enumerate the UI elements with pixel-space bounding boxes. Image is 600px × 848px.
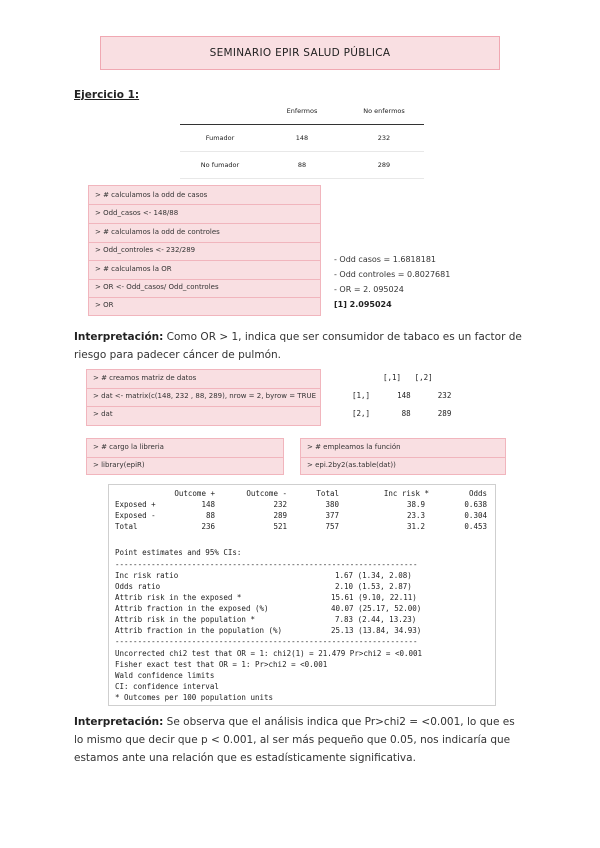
code-line: > OR <- Odd_casos/ Odd_controles <box>95 283 219 291</box>
table-row <box>180 152 424 179</box>
console-cell: 88 <box>205 511 215 520</box>
matrix-col-header: [,1] [,2] <box>383 373 433 382</box>
contingency-table <box>180 98 424 179</box>
table-cell: No fumador <box>180 152 260 179</box>
code-line: > # empleamos la función <box>307 443 401 451</box>
estimates-title: Point estimates and 95% CIs: <box>115 548 242 557</box>
result-odd-casos: - Odd casos = 1.6818181 <box>334 255 437 264</box>
console-cell: 521 <box>273 522 287 531</box>
console-dash-line: ------------------------------------------------------------------- <box>115 560 418 569</box>
table-header-cell <box>180 98 260 125</box>
table-header-cell: No enfermos <box>344 98 424 125</box>
code-divider <box>89 297 320 298</box>
code-divider <box>89 260 320 261</box>
console-footer-line: * Outcomes per 100 population units <box>115 693 274 702</box>
console-row-label: Exposed + <box>115 500 156 509</box>
matrix-row-1: [1,] 148 232 <box>352 391 452 400</box>
console-row-label: Exposed - <box>115 511 156 520</box>
code-divider <box>87 457 283 458</box>
interpretation-label: Interpretación: <box>74 331 164 343</box>
code-divider <box>89 279 320 280</box>
console-footer-line: CI: confidence interval <box>115 682 219 691</box>
console-cell: 38.9 <box>406 500 425 509</box>
estimate-value: 7.83 (2.44, 13.23) <box>335 615 417 624</box>
console-cell: 289 <box>273 511 287 520</box>
console-cell: 0.638 <box>464 500 487 509</box>
page-title: SEMINARIO EPIR SALUD PÚBLICA <box>209 47 391 59</box>
estimate-value: 2.10 (1.53, 2.87) <box>335 582 412 591</box>
console-cell: 0.453 <box>464 522 487 531</box>
console-dash-line: ------------------------------------------------------------------- <box>115 637 418 646</box>
result-or-console: [1] 2.095024 <box>334 300 392 309</box>
estimate-label: Attrib risk in the exposed * <box>115 593 242 602</box>
code-line: > Odd_controles <- 232/289 <box>95 246 196 254</box>
code-divider <box>87 388 320 389</box>
estimate-label: Odds ratio <box>115 582 161 591</box>
code-line: > Odd_casos <- 148/88 <box>95 209 179 217</box>
console-cell: 232 <box>273 500 287 509</box>
code-divider <box>301 457 505 458</box>
table-cell: Fumador <box>180 125 260 152</box>
console-footer-line: Wald confidence limits <box>115 671 215 680</box>
interpretation-2 <box>74 713 524 767</box>
code-block-odds <box>88 185 321 316</box>
code-line: > OR <box>95 301 114 309</box>
console-cell: 31.2 <box>406 522 425 531</box>
console-header-cell: Outcome + <box>174 489 215 498</box>
estimate-label: Inc risk ratio <box>115 571 179 580</box>
estimate-value: 25.13 (13.84, 34.93) <box>331 626 422 635</box>
code-line: > # cargo la libreria <box>93 443 164 451</box>
estimate-value: 40.07 (25.17, 52.00) <box>331 604 422 613</box>
code-line: > library(epiR) <box>93 461 145 469</box>
table-cell: 232 <box>344 125 424 152</box>
console-cell: 236 <box>201 522 215 531</box>
table-header-cell: Enfermos <box>260 98 344 125</box>
title-banner <box>100 36 500 70</box>
result-odd-controles: - Odd controles = 0.8027681 <box>334 270 451 279</box>
code-line: > # calculamos la OR <box>95 265 172 273</box>
console-output <box>108 484 496 706</box>
console-cell: 0.304 <box>464 511 487 520</box>
estimate-value: 15.61 (9.10, 22.11) <box>331 593 417 602</box>
estimate-label: Attrib fraction in the exposed (%) <box>115 604 269 613</box>
console-header-cell: Odds <box>468 489 487 498</box>
table-cell: 148 <box>260 125 344 152</box>
code-line: > # calculamos la odd de casos <box>95 191 208 199</box>
estimate-label: Attrib fraction in the population (%) <box>115 626 283 635</box>
console-header-cell: Outcome - <box>246 489 287 498</box>
exercise-heading: Ejercicio 1: <box>74 89 140 101</box>
table-row <box>180 125 424 152</box>
estimate-label: Attrib risk in the population * <box>115 615 255 624</box>
code-divider <box>89 223 320 224</box>
console-row-label: Total <box>115 522 138 531</box>
code-divider <box>89 204 320 205</box>
code-block-epi2by2 <box>300 438 506 475</box>
interpretation-text: Como OR > 1, indica que ser consumidor de tabaco es un factor de riesgo para padecer cáncer de pulmón. <box>74 331 522 361</box>
console-header-cell: Total <box>316 489 339 498</box>
estimate-value: 1.67 (1.34, 2.08) <box>335 571 412 580</box>
code-block-matrix <box>86 369 321 426</box>
console-cell: 377 <box>325 511 339 520</box>
console-footer-line: Fisher exact test that OR = 1: Pr>chi2 = <0.001 <box>115 660 328 669</box>
console-cell: 148 <box>201 500 215 509</box>
console-cell: 380 <box>325 500 339 509</box>
console-header-cell: Inc risk * <box>383 489 429 498</box>
code-line: > dat <- matrix(c(148, 232 , 88, 289), nrow = 2, byrow = TRUE <box>93 392 316 400</box>
interpretation-1 <box>74 328 524 364</box>
console-cell: 23.3 <box>406 511 425 520</box>
interpretation-text: Se observa que el análisis indica que Pr>chi2 = <0.001, lo que es lo mismo que decir que p < 0.001, al ser más pequeño que 0.05, nos indicaría que estamos ante una relación que es estadísticamente significativa. <box>74 716 515 764</box>
code-line: > epi.2by2(as.table(dat)) <box>307 461 396 469</box>
code-line: > # creamos matriz de datos <box>93 374 197 382</box>
code-block-library <box>86 438 284 475</box>
result-or: - OR = 2. 095024 <box>334 285 404 294</box>
table-cell: 88 <box>260 152 344 179</box>
matrix-row-2: [2,] 88 289 <box>352 409 452 418</box>
interpretation-label: Interpretación: <box>74 716 164 728</box>
code-divider <box>87 406 320 407</box>
code-line: > # calculamos la odd de controles <box>95 228 220 236</box>
console-cell: 757 <box>325 522 339 531</box>
code-divider <box>89 242 320 243</box>
code-line: > dat <box>93 410 113 418</box>
table-header-row <box>180 98 424 125</box>
console-footer-line: Uncorrected chi2 test that OR = 1: chi2(1) = 21.479 Pr>chi2 = <0.001 <box>115 649 423 658</box>
table-cell: 289 <box>344 152 424 179</box>
